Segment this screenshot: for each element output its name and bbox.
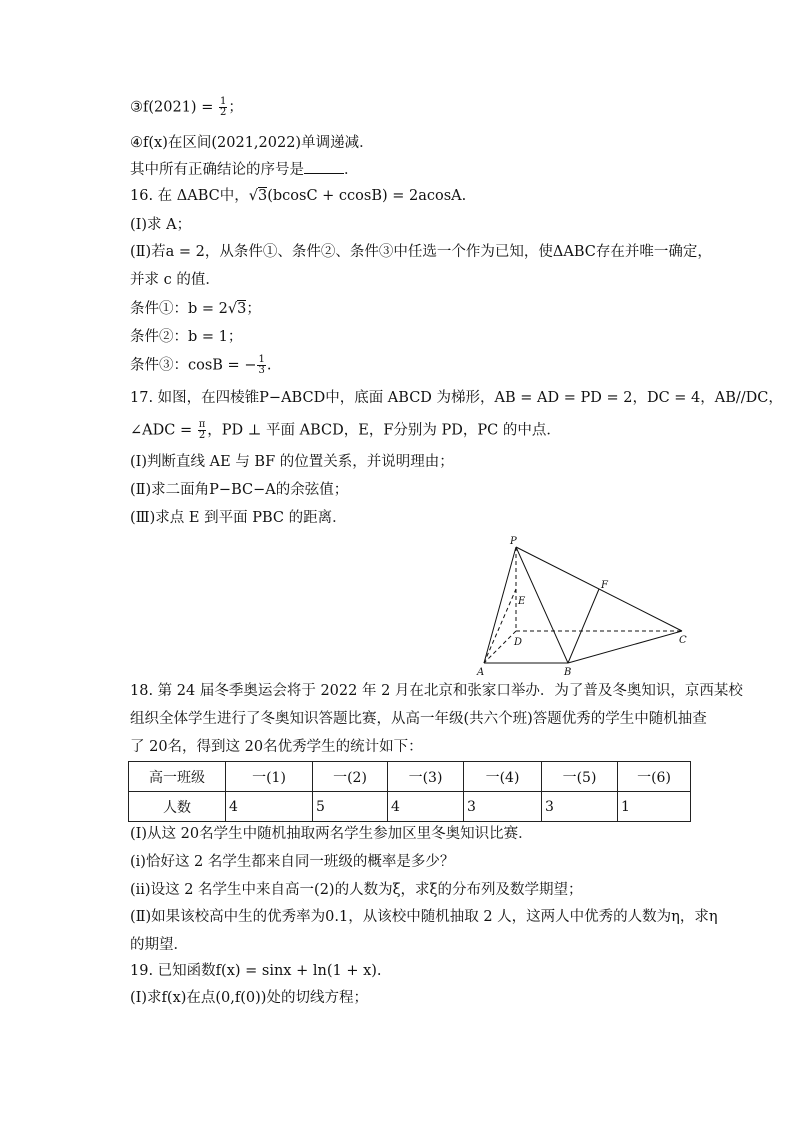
- p16-stem: 16. 在 ΔABC中，√3(bcosC + ccosB) = 2acosA.: [130, 188, 467, 204]
- p16-part2-line1: (Ⅱ)若a = 2，从条件①、条件②、条件③中任选一个作为已知，使ΔABC存在并唯一确定，: [130, 244, 712, 260]
- fraction: $\frac{\pi}{2}$: [198, 419, 206, 441]
- p15-item4: ④f(x)在区间(2021,2022)单调递减．: [130, 135, 374, 151]
- p18-part2-line1: (Ⅱ)如果该校高中生的优秀率为0.1，从该校中随机抽取 2 人，这两人中优秀的人数为η，求η: [130, 909, 718, 925]
- p16-part2-line2: 并求 c 的值．: [130, 272, 220, 288]
- p18-part1-i: (i)恰好这 2 名学生都来自同一班级的概率是多少？: [130, 854, 455, 870]
- p17-part2: (Ⅱ)求二面角P−BC−A的余弦值；: [130, 482, 349, 498]
- edge-PA: [484, 547, 516, 663]
- p18-stem-line1: 18. 第 24 届冬季奥运会将于 2022 年 2 月在北京和张家口举办．为了普及冬奥知识，京西某校: [130, 683, 743, 699]
- p19-stem: 19. 已知函数f(x) = sinx + ln(1 + x).: [130, 963, 382, 979]
- table-cell: 3: [464, 792, 542, 822]
- pyramid-figure: [470, 530, 700, 680]
- table-cell: 3: [542, 792, 618, 822]
- segment-BF: [568, 589, 599, 663]
- table-header-class: 一(4): [464, 762, 542, 792]
- label-E: E: [518, 596, 526, 607]
- label-D: D: [514, 637, 523, 648]
- p18-stem-line3: 了 20名，得到这 20名优秀学生的统计如下：: [130, 739, 423, 755]
- table-cell: 4: [388, 792, 464, 822]
- table-cell: 5: [313, 792, 388, 822]
- p16-condition-3: 条件③：cosB = − $\frac{1}{3}$ .: [130, 354, 272, 376]
- table-cell: 4: [226, 792, 313, 822]
- p18-stem-line2: 组织全体学生进行了冬奥知识答题比赛，从高一年级(共六个班)答题优秀的学生中随机抽查: [130, 711, 707, 727]
- p18-part1: (Ⅰ)从这 20名学生中随机抽取两名学生参加区里冬奥知识比赛．: [130, 826, 533, 842]
- p17-stem-line2: ∠ADC = $\frac{\pi}{2}$ ，PD ⊥ 平面 ABCD，E，F分别为 PD，PC 的中点．: [130, 419, 561, 441]
- fraction: $\frac{1}{2}$: [219, 96, 227, 118]
- answer-blank: [304, 159, 344, 174]
- label-B: B: [564, 667, 572, 678]
- table-header-class: 一(5): [542, 762, 618, 792]
- label-F: F: [601, 580, 608, 591]
- table-row: [129, 792, 691, 822]
- table-header-class: 一(6): [618, 762, 691, 792]
- table-header-class: 一(3): [388, 762, 464, 792]
- stats-table: [128, 761, 691, 822]
- p15-question: 其中所有正确结论的序号是 ．: [130, 159, 359, 180]
- p16-condition-2: 条件②：b = 1；: [130, 329, 243, 345]
- fraction: $\frac{1}{3}$: [258, 354, 265, 376]
- table-cell: 1: [618, 792, 691, 822]
- table-header-class: 一(1): [226, 762, 313, 792]
- p17-stem-line1: 17. 如图，在四棱锥P−ABCD中，底面 ABCD 为梯形，AB = AD = PD = 2，DC = 4，AB//DC，: [130, 390, 783, 406]
- p17-part3: (Ⅲ)求点 E 到平面 PBC 的距离．: [130, 510, 347, 526]
- p18-part1-ii: (ii)设这 2 名学生中来自高一(2)的人数为ξ，求ξ的分布列及数学期望；: [130, 882, 583, 898]
- p15-item3: ③f(2021) = $\frac{1}{2}$ ；: [130, 96, 243, 118]
- p18-part2-line2: 的期望．: [130, 937, 188, 953]
- edge-BC: [568, 631, 682, 663]
- label-A: A: [477, 667, 485, 678]
- table-header-class: 一(2): [313, 762, 388, 792]
- p16-condition-1: 条件①：b = 2√3；: [130, 301, 261, 317]
- segment-AE: [484, 589, 516, 663]
- p19-part1: (Ⅰ)求f(x)在点(0,f(0))处的切线方程；: [130, 990, 368, 1006]
- table-row-label: 人数: [129, 792, 226, 822]
- label-P: P: [510, 536, 517, 547]
- p16-part1: (Ⅰ)求 A；: [130, 217, 192, 233]
- p17-part1: (Ⅰ)判断直线 AE 与 BF 的位置关系，并说明理由；: [130, 454, 454, 470]
- table-header-label: 高一班级: [129, 762, 226, 792]
- table-row: [129, 762, 691, 792]
- label-C: C: [679, 635, 687, 646]
